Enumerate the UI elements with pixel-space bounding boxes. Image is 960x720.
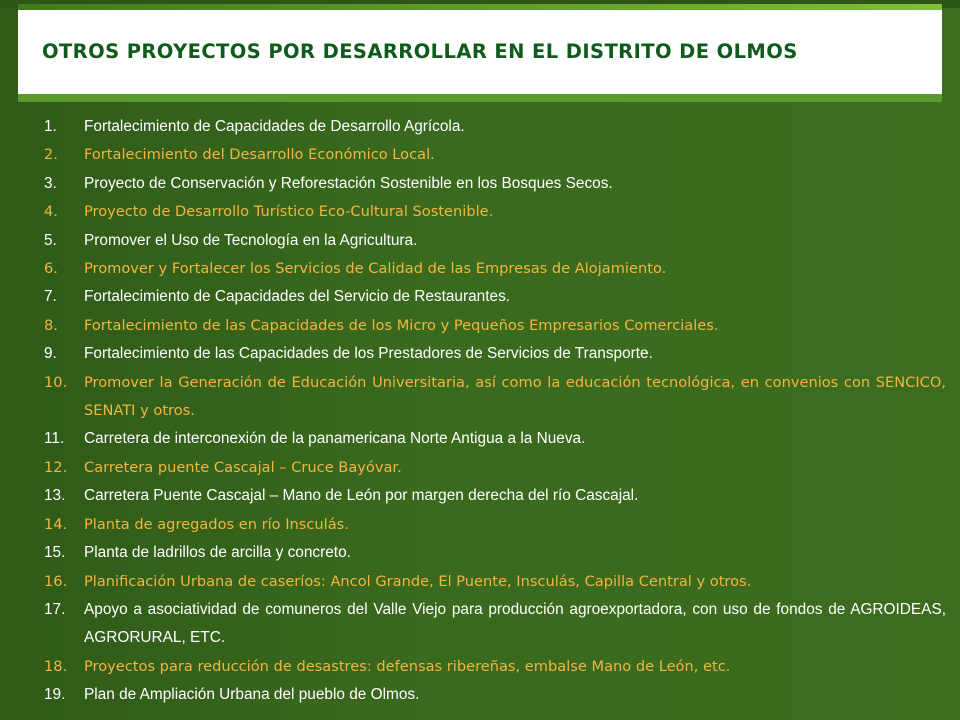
list-item bbox=[44, 198, 946, 226]
item-number: 1. bbox=[44, 118, 57, 135]
item-number: 6. bbox=[44, 260, 58, 278]
item-number: 17. bbox=[44, 600, 66, 618]
list-item bbox=[44, 511, 946, 539]
item-number: 2. bbox=[44, 146, 58, 164]
list-item bbox=[44, 340, 946, 368]
item-number: 9. bbox=[44, 345, 57, 363]
item-number: 3. bbox=[44, 174, 57, 192]
item-number: 18. bbox=[44, 657, 68, 675]
list-item bbox=[44, 170, 946, 198]
list-item bbox=[44, 425, 946, 453]
item-text: Plan de Ampliación Urbana del pueblo de Olmos. bbox=[84, 686, 420, 704]
list-item bbox=[44, 596, 946, 653]
list-item bbox=[44, 653, 946, 681]
list-item bbox=[44, 113, 946, 141]
item-text: Planificación Urbana de caseríos: Ancol Grande, El Puente, Insculás, Capilla Central y otros. bbox=[84, 572, 752, 590]
item-text: Promover la Generación de Educación Universitaria, así como la educación tecnológica, en convenios con SENCICO, SENATI y otros. bbox=[84, 373, 946, 420]
item-number: 11. bbox=[44, 430, 65, 448]
item-text: Proyecto de Desarrollo Turístico Eco-Cultural Sostenible. bbox=[84, 203, 494, 221]
page-title: OTROS PROYECTOS POR DESARROLLAR EN EL DISTRITO DE OLMOS bbox=[42, 40, 798, 63]
list-item bbox=[44, 312, 946, 340]
item-text: Planta de agregados en río Insculás. bbox=[84, 515, 349, 533]
list-item bbox=[44, 539, 946, 567]
item-text: Carretera puente Cascajal – Cruce Bayóvar. bbox=[84, 458, 402, 476]
item-number: 12. bbox=[44, 458, 68, 476]
item-number: 16. bbox=[44, 572, 68, 590]
item-text: Promover y Fortalecer los Servicios de Calidad de las Empresas de Alojamiento. bbox=[84, 260, 667, 278]
item-number: 10. bbox=[44, 373, 68, 391]
item-text: Fortalecimiento del Desarrollo Económico Local. bbox=[84, 146, 435, 164]
item-text: Planta de ladrillos de arcilla y concreto. bbox=[84, 544, 351, 562]
item-number: 14. bbox=[44, 515, 68, 533]
item-number: 19. bbox=[44, 686, 66, 704]
item-text: Proyecto de Conservación y Reforestación Sostenible en los Bosques Secos. bbox=[84, 174, 613, 192]
item-text: Promover el Uso de Tecnología en la Agricultura. bbox=[84, 231, 418, 249]
list-item bbox=[44, 141, 946, 169]
item-text: Fortalecimiento de Capacidades del Servicio de Restaurantes. bbox=[84, 288, 511, 306]
item-number: 7. bbox=[44, 288, 57, 306]
title-banner bbox=[18, 10, 942, 102]
item-text: Proyectos para reducción de desastres: defensas ribereñas, embalse Mano de León, etc. bbox=[84, 657, 731, 675]
item-text: Fortalecimiento de Capacidades de Desarrollo Agrícola. bbox=[84, 118, 465, 135]
item-text: Carretera de interconexión de la panamericana Norte Antigua a la Nueva. bbox=[84, 430, 586, 448]
list-item bbox=[44, 227, 946, 255]
item-number: 15. bbox=[44, 544, 66, 562]
item-text: Carretera Puente Cascajal – Mano de León por margen derecha del río Cascajal. bbox=[84, 487, 639, 505]
item-text: Apoyo a asociatividad de comuneros del Valle Viejo para producción agroexportadora, con uso de fondos de AGROIDEAS, AGRORURAL, ETC. bbox=[84, 600, 946, 647]
project-list bbox=[44, 113, 946, 710]
list-item bbox=[44, 482, 946, 510]
list-item bbox=[44, 454, 946, 482]
list-item bbox=[44, 681, 946, 709]
item-text: Fortalecimiento de las Capacidades de los Micro y Pequeños Empresarios Comerciales. bbox=[84, 316, 719, 334]
item-number: 13. bbox=[44, 487, 66, 505]
item-text: Fortalecimiento de las Capacidades de los Prestadores de Servicios de Transporte. bbox=[84, 345, 653, 363]
list-item bbox=[44, 369, 946, 426]
list-item bbox=[44, 255, 946, 283]
list-item bbox=[44, 283, 946, 311]
item-number: 4. bbox=[44, 203, 58, 221]
item-number: 5. bbox=[44, 231, 57, 249]
list-item bbox=[44, 568, 946, 596]
item-number: 8. bbox=[44, 316, 58, 334]
